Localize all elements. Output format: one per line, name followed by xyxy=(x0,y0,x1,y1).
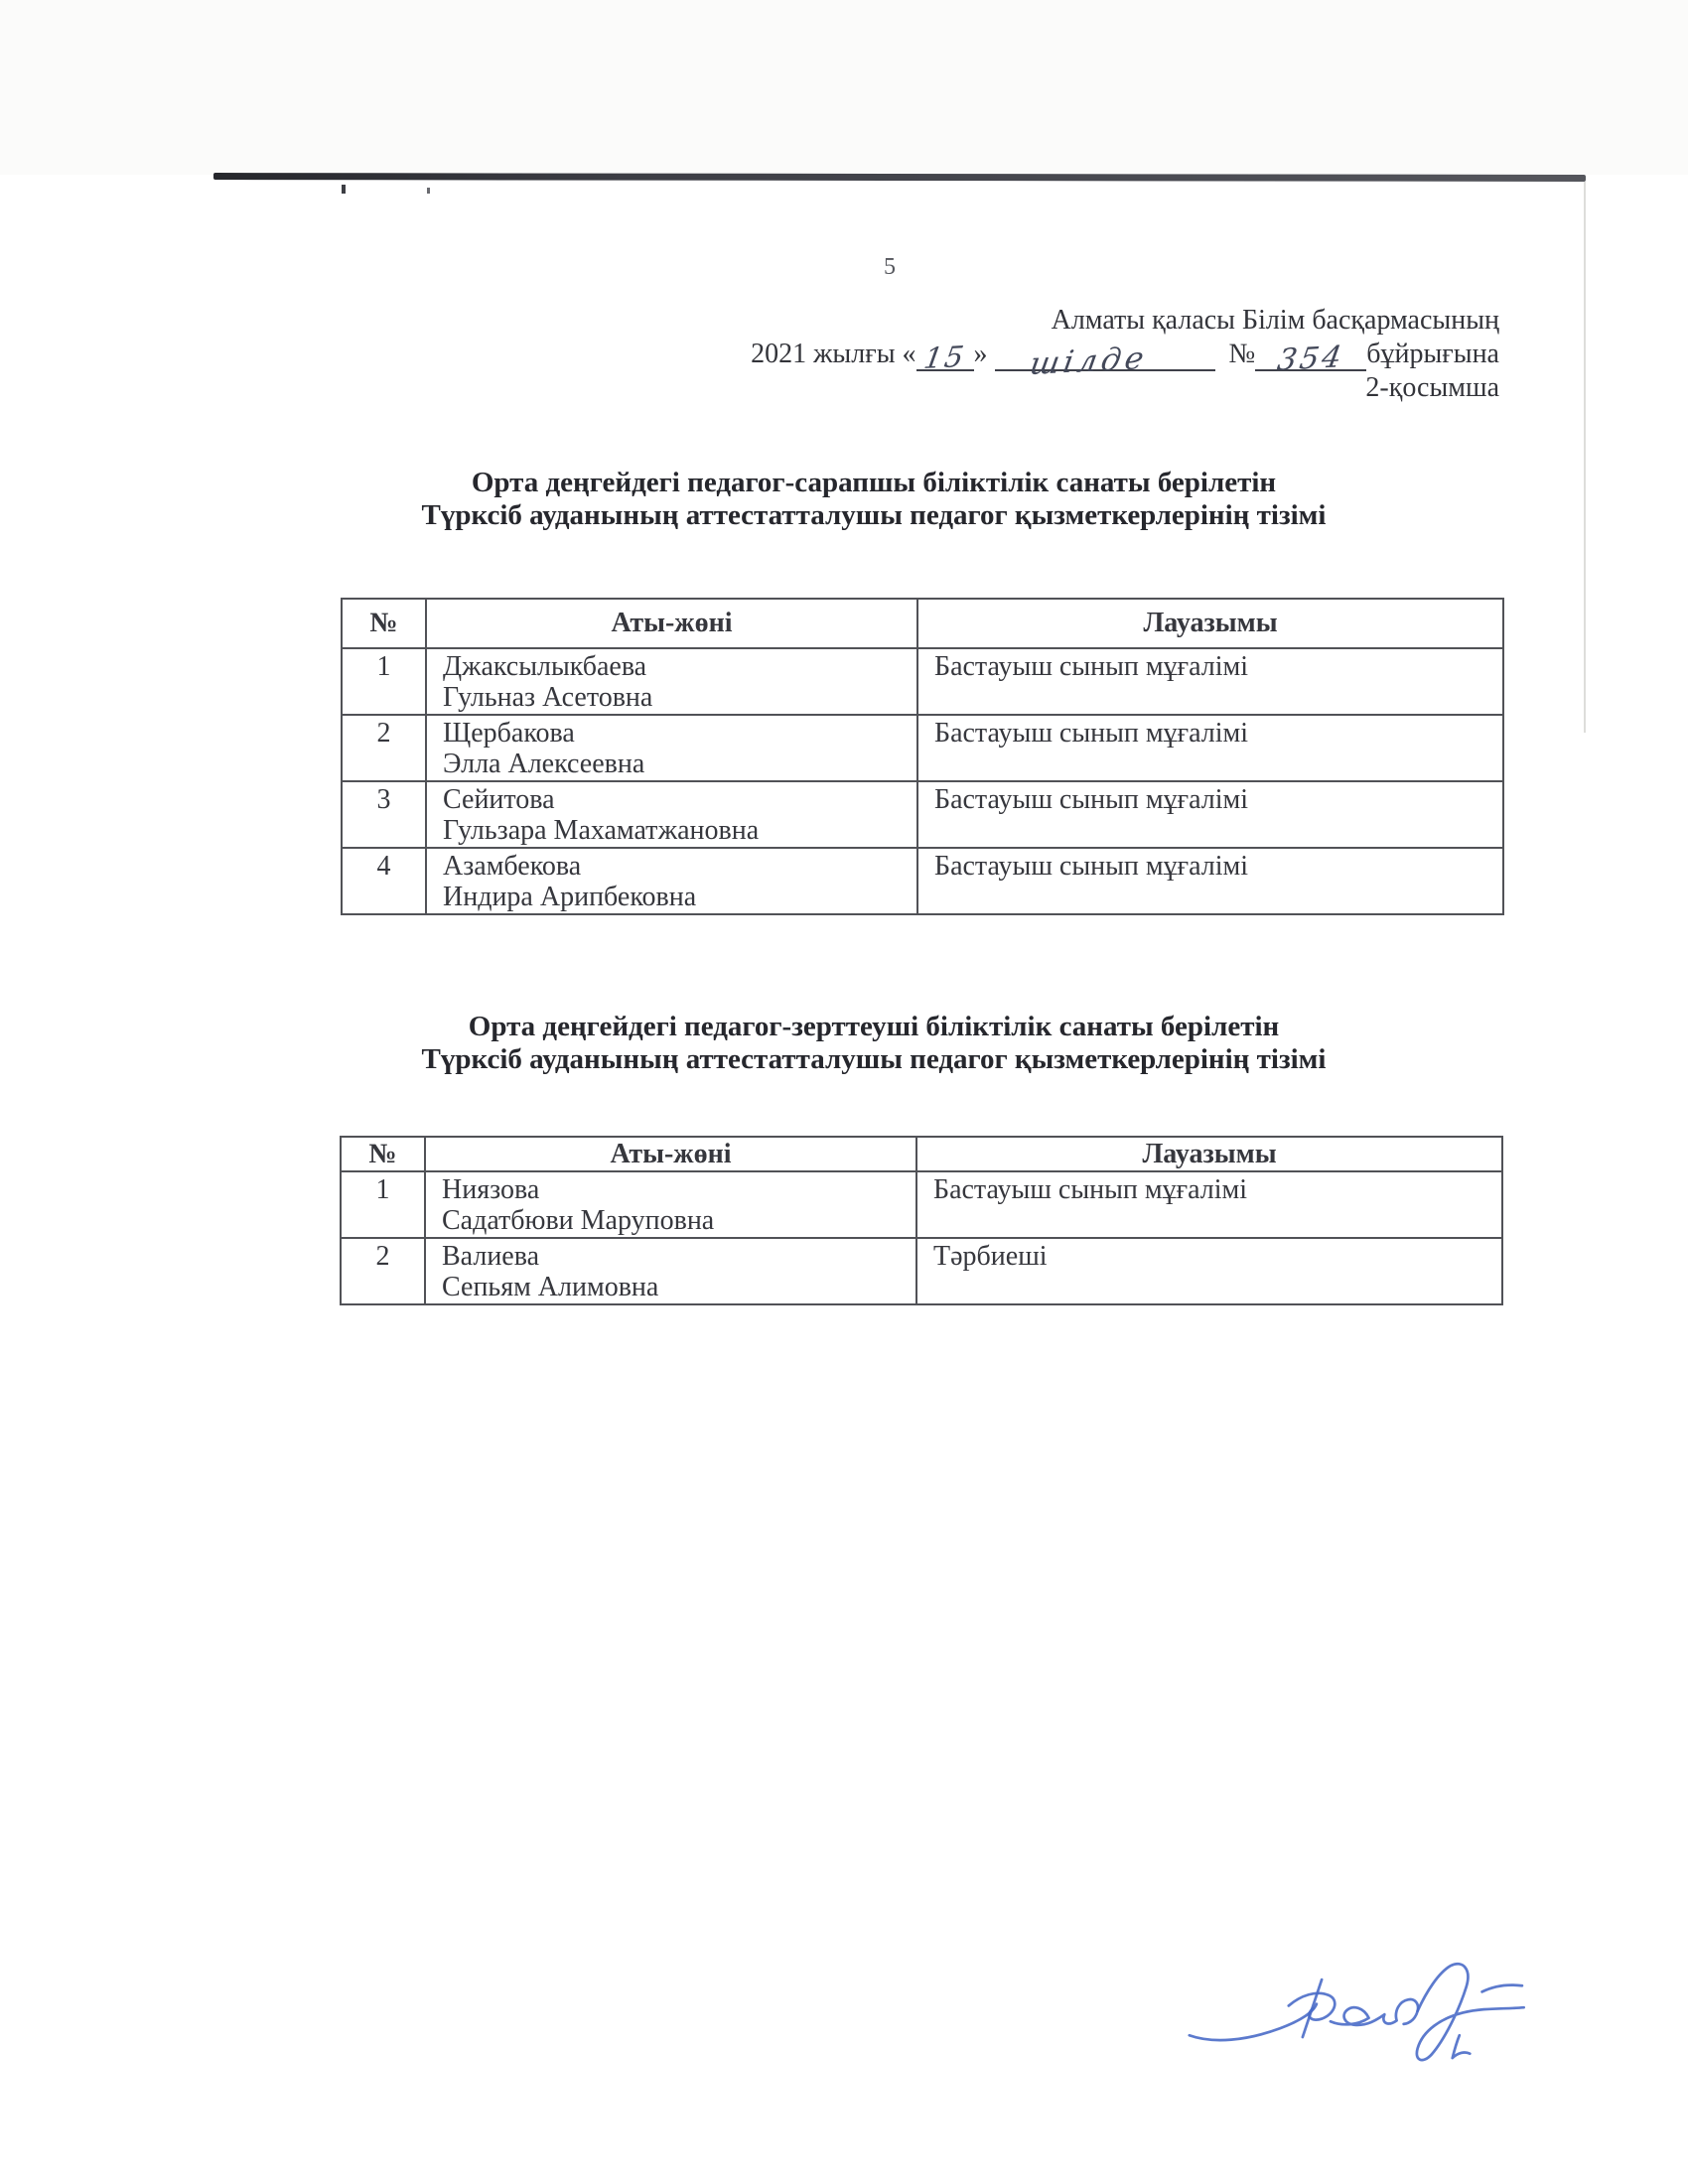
row-number: 1 xyxy=(342,648,426,715)
scan-background-tint xyxy=(0,0,1688,175)
name-surname: Ниязова xyxy=(442,1174,540,1205)
row-number: 4 xyxy=(342,848,426,914)
handwritten-month: шілде xyxy=(1027,340,1151,383)
row-position: Тәрбиеші xyxy=(916,1238,1502,1304)
column-header-num: № xyxy=(341,1137,425,1171)
date-month-blank xyxy=(995,339,1215,383)
row-name xyxy=(426,648,917,715)
row-number: 3 xyxy=(342,781,426,848)
name-surname: Щербакова xyxy=(443,718,575,749)
section2-title xyxy=(70,1011,1678,1076)
table-row xyxy=(342,715,1503,781)
column-header-position: Лауазымы xyxy=(917,599,1503,648)
order-reference-header xyxy=(751,304,1499,405)
row-number: 2 xyxy=(341,1238,425,1304)
row-name xyxy=(426,781,917,848)
table-header-row xyxy=(342,599,1503,648)
row-position: Бастауыш сынып мұғалімі xyxy=(917,781,1503,848)
name-surname: Сейитова xyxy=(443,784,555,815)
name-given: Гульзара Махаматжановна xyxy=(443,815,760,846)
scan-page-edge-line xyxy=(213,173,1586,182)
table-row xyxy=(342,781,1503,848)
row-number: 1 xyxy=(341,1171,425,1238)
name-given: Индира Арипбековна xyxy=(443,882,697,912)
column-header-position: Лауазымы xyxy=(916,1137,1502,1171)
handwritten-order-number: 354 xyxy=(1275,340,1347,378)
row-name xyxy=(426,715,917,781)
order-number-blank xyxy=(1255,339,1366,378)
name-surname: Джаксылыкбаева xyxy=(443,651,647,682)
name-given: Элла Алексеевна xyxy=(443,749,645,779)
scan-artifact-tick xyxy=(427,188,430,194)
column-header-name: Аты-жөні xyxy=(425,1137,916,1171)
table-row xyxy=(341,1238,1502,1304)
page-number: 5 xyxy=(884,254,896,280)
name-given: Гульназ Асетовна xyxy=(443,682,653,713)
row-position: Бастауыш сынып мұғалімі xyxy=(917,848,1503,914)
section2-title-line1: Орта деңгейдегі педагог-зерттеуші біліктілік санаты берілетін xyxy=(468,1011,1280,1042)
name-given: Сепьям Алимовна xyxy=(442,1272,659,1302)
row-name xyxy=(425,1238,916,1304)
column-header-num: № xyxy=(342,599,426,648)
section1-title-line2: Түрксіб ауданының аттестатталушы педагог қызметкерлерінің тізімі xyxy=(421,499,1327,531)
handwritten-day: 15 xyxy=(921,339,968,376)
header-appendix-line: 2-қосымша xyxy=(1365,372,1499,403)
date-close-quote: » xyxy=(973,339,988,369)
number-sign: № xyxy=(1228,339,1256,369)
name-surname: Азамбекова xyxy=(443,851,582,882)
table-row xyxy=(342,848,1503,914)
scan-artifact-tick xyxy=(342,185,346,194)
section1-title-line1: Орта деңгейдегі педагог-сарапшы біліктілік санаты берілетін xyxy=(471,467,1277,498)
name-surname: Валиева xyxy=(442,1241,540,1272)
header-organization-line: Алматы қаласы Білім басқармасының xyxy=(1051,305,1499,336)
row-number: 2 xyxy=(342,715,426,781)
attestation-table-researcher xyxy=(340,1136,1503,1305)
header-date-line xyxy=(751,338,1499,383)
name-given: Садатбюви Маруповна xyxy=(442,1205,715,1236)
row-name xyxy=(425,1171,916,1238)
signature-ink xyxy=(1184,1938,1533,2073)
order-suffix: бұйрығына xyxy=(1366,339,1499,369)
table-header-row xyxy=(341,1137,1502,1171)
column-header-name: Аты-жөні xyxy=(426,599,917,648)
row-position: Бастауыш сынып мұғалімі xyxy=(916,1171,1502,1238)
date-day-blank xyxy=(916,339,974,376)
date-prefix: 2021 жылғы « xyxy=(751,339,916,369)
attestation-table-expert xyxy=(341,598,1504,915)
table-row xyxy=(341,1171,1502,1238)
section1-title xyxy=(70,467,1678,532)
row-position: Бастауыш сынып мұғалімі xyxy=(917,648,1503,715)
row-name xyxy=(426,848,917,914)
scan-page-right-edge xyxy=(1584,182,1586,733)
section2-title-line2: Түрксіб ауданының аттестатталушы педагог қызметкерлерінің тізімі xyxy=(421,1043,1327,1075)
row-position: Бастауыш сынып мұғалімі xyxy=(917,715,1503,781)
table-row xyxy=(342,648,1503,715)
